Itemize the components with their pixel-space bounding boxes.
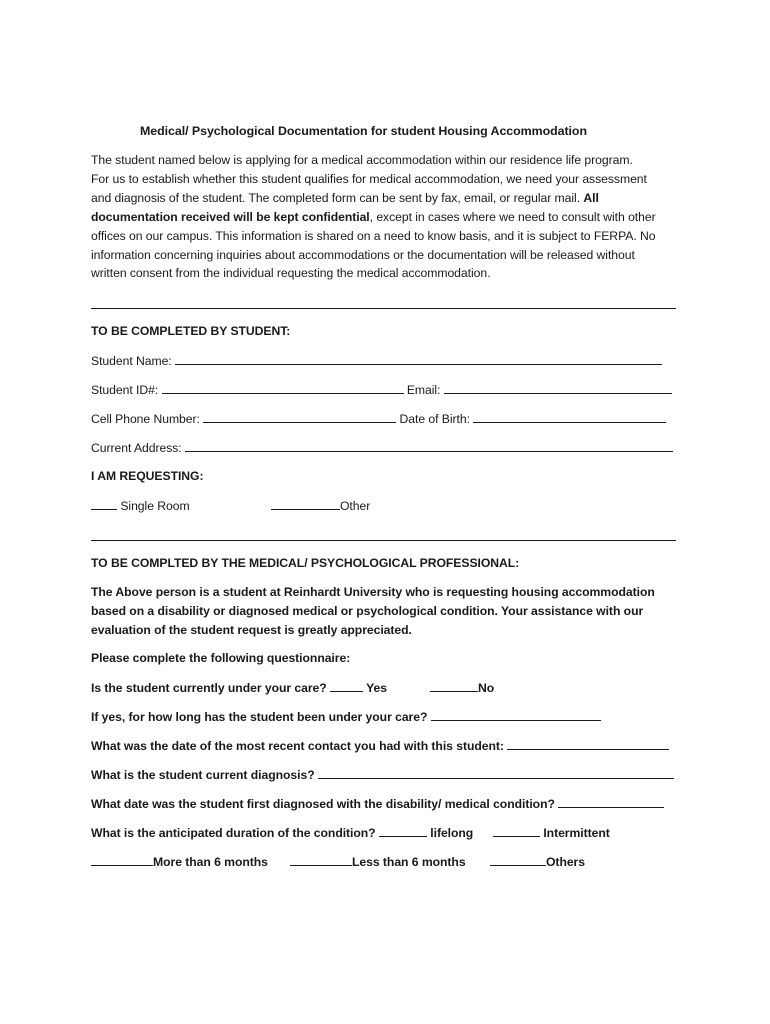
question-text: What date was the student first diagnosed with the disability/ medical condition?: [91, 797, 555, 811]
question-diagnosis: [91, 767, 674, 783]
student-id-field[interactable]: [162, 382, 404, 394]
student-id-label: Student ID#:: [91, 383, 159, 397]
others-checkbox[interactable]: [490, 854, 546, 866]
section-divider: [91, 308, 676, 309]
professional-section-heading: TO BE COMPLTED BY THE MEDICAL/ PSYCHOLOGICAL PROFESSIONAL:: [91, 556, 520, 570]
intro-line: The student named below is applying for a medical accommodation within our residence life program.: [91, 153, 633, 167]
no-label: No: [478, 681, 495, 695]
more-than-6-option: [91, 854, 268, 870]
request-options-row: [91, 498, 190, 514]
intermittent-label: Intermittent: [543, 826, 610, 840]
intro-text: and diagnosis of the student. The completed form can be sent by fax, email, or regular mail.: [91, 191, 584, 205]
intro-line: [91, 210, 656, 225]
question-text: What is the anticipated duration of the condition?: [91, 826, 376, 840]
care-duration-field[interactable]: [431, 709, 601, 721]
others-label: Others: [546, 855, 585, 869]
more-than-6-label: More than 6 months: [153, 855, 268, 869]
dob-label: Date of Birth:: [399, 412, 470, 426]
single-room-checkbox[interactable]: [91, 498, 117, 510]
request-section-heading: I AM REQUESTING:: [91, 469, 204, 483]
student-name-field[interactable]: [175, 353, 662, 365]
intro-line: [91, 191, 599, 206]
student-name-row: [91, 353, 662, 369]
intro-line: written consent from the individual requesting the medical accommodation.: [91, 266, 491, 280]
form-title: Medical/ Psychological Documentation for student Housing Accommodation: [140, 124, 587, 138]
less-than-6-checkbox[interactable]: [290, 854, 352, 866]
question-text: What was the date of the most recent contact you had with this student:: [91, 739, 504, 753]
question-first-diagnosed: [91, 796, 664, 812]
question-recent-contact: [91, 738, 669, 754]
question-text: If yes, for how long has the student been under your care?: [91, 710, 428, 724]
intro-bold-text: documentation received will be kept confidential: [91, 210, 370, 224]
other-option: [271, 498, 370, 514]
less-than-6-label: Less than 6 months: [352, 855, 466, 869]
yes-label: Yes: [366, 681, 388, 695]
intro-line: information concerning inquiries about accommodations or the documentation will be released without: [91, 248, 635, 262]
less-than-6-option: [290, 854, 466, 870]
address-field[interactable]: [185, 440, 673, 452]
dob-field[interactable]: [473, 411, 666, 423]
phone-label: Cell Phone Number:: [91, 412, 200, 426]
intermittent-option: [493, 825, 610, 841]
professional-paragraph-line: The Above person is a student at Reinhardt University who is requesting housing accommodation: [91, 585, 655, 599]
intermittent-checkbox[interactable]: [493, 825, 540, 837]
professional-paragraph-line: based on a disability or diagnosed medical or psychological condition. Your assistance with our: [91, 604, 644, 618]
intro-bold-text: All: [583, 191, 599, 205]
intro-line: For us to establish whether this student qualifies for medical accommodation, we need your assessment: [91, 172, 647, 186]
question-under-care: [91, 680, 387, 696]
email-label: Email:: [406, 383, 441, 397]
student-section-heading: TO BE COMPLETED BY STUDENT:: [91, 324, 291, 338]
email-field[interactable]: [444, 382, 672, 394]
other-checkbox[interactable]: [271, 498, 340, 510]
question-care-duration: [91, 709, 601, 725]
single-room-label: Single Room: [120, 499, 190, 513]
recent-contact-field[interactable]: [507, 738, 669, 750]
questionnaire-intro: Please complete the following questionnaire:: [91, 651, 351, 665]
question-duration: [91, 825, 473, 841]
lifelong-checkbox[interactable]: [379, 825, 427, 837]
yes-checkbox[interactable]: [330, 680, 363, 692]
section-divider: [91, 540, 676, 541]
no-option: [430, 680, 494, 696]
diagnosis-field[interactable]: [318, 767, 674, 779]
phone-field[interactable]: [203, 411, 396, 423]
no-checkbox[interactable]: [430, 680, 478, 692]
phone-row: [91, 411, 666, 427]
other-label: Other: [340, 499, 371, 513]
intro-text: , except in cases where we need to consult with other: [369, 210, 656, 224]
professional-paragraph-line: evaluation of the student request is greatly appreciated.: [91, 623, 412, 637]
address-label: Current Address:: [91, 441, 182, 455]
student-id-row: [91, 382, 672, 398]
student-name-label: Student Name:: [91, 354, 172, 368]
others-option: [490, 854, 585, 870]
first-diagnosed-field[interactable]: [558, 796, 664, 808]
lifelong-label: lifelong: [430, 826, 474, 840]
address-row: [91, 440, 673, 456]
more-than-6-checkbox[interactable]: [91, 854, 153, 866]
intro-line: offices on our campus. This information is shared on a need to know basis, and it is subject to FERPA. No: [91, 229, 656, 243]
question-text: What is the student current diagnosis?: [91, 768, 315, 782]
question-text: Is the student currently under your care?: [91, 681, 327, 695]
